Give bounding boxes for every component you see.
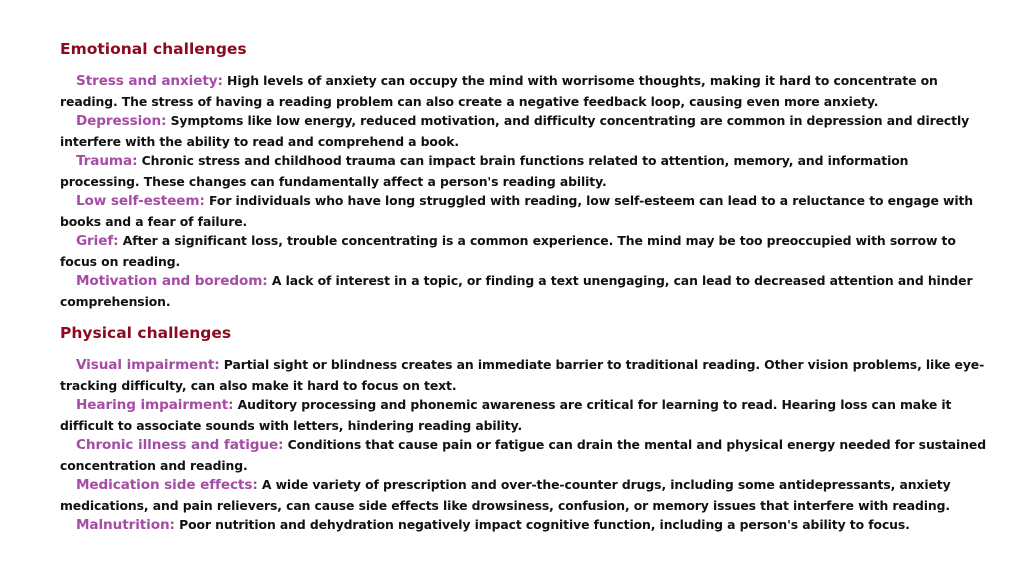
item-text: Conditions that cause pain or fatigue can drain the mental and physical energy needed for sustained concentration and reading. bbox=[60, 437, 986, 473]
item-text: Partial sight or blindness creates an immediate barrier to traditional reading. Other vision problems, like eye-tracking difficulty, can also make it hard to focus on text. bbox=[60, 357, 985, 393]
list-item bbox=[60, 355, 990, 395]
section-heading: Emotional challenges bbox=[60, 40, 247, 58]
item-text: Auditory processing and phonemic awareness are critical for learning to read. Hearing loss can make it difficult to associate sounds with letters, hindering reading ability. bbox=[60, 397, 952, 433]
list-item bbox=[60, 111, 990, 151]
item-term: Visual impairment: bbox=[76, 357, 220, 373]
item-text: High levels of anxiety can occupy the mind with worrisome thoughts, making it hard to concentrate on reading. The stress of having a reading problem can also create a negative feedback loop, causing even more anxiety. bbox=[60, 73, 938, 109]
list-item bbox=[60, 151, 990, 191]
list-item bbox=[60, 231, 990, 271]
list-item bbox=[60, 515, 990, 536]
item-text: Chronic stress and childhood trauma can impact brain functions related to attention, memory, and information processing. These changes can fundamentally affect a person's reading ability. bbox=[60, 153, 909, 189]
document-body bbox=[60, 38, 990, 536]
item-text: A wide variety of prescription and over-the-counter drugs, including some antidepressants, anxiety medications, and pain relievers, can cause side effects like drowsiness, confusion, or memory issues that interfere with reading. bbox=[60, 477, 951, 513]
item-term: Medication side effects: bbox=[76, 477, 258, 493]
item-term: Chronic illness and fatigue: bbox=[76, 437, 284, 453]
section-heading: Physical challenges bbox=[60, 324, 232, 342]
list-item bbox=[60, 435, 990, 475]
item-text: A lack of interest in a topic, or finding a text unengaging, can lead to decreased attention and hinder comprehension. bbox=[60, 273, 973, 309]
item-term: Depression: bbox=[76, 113, 167, 129]
section-physical-challenges bbox=[60, 322, 990, 536]
item-term: Trauma: bbox=[76, 153, 138, 169]
item-text: For individuals who have long struggled with reading, low self-esteem can lead to a reluctance to engage with books and a fear of failure. bbox=[60, 193, 974, 229]
list-item bbox=[60, 395, 990, 435]
item-text: Symptoms like low energy, reduced motivation, and difficulty concentrating are common in depression and directly interfere with the ability to read and comprehend a book. bbox=[60, 113, 970, 149]
item-term: Hearing impairment: bbox=[76, 397, 234, 413]
list-item bbox=[60, 475, 990, 515]
item-term: Motivation and boredom: bbox=[76, 273, 268, 289]
list-item bbox=[60, 191, 990, 231]
item-term: Grief: bbox=[76, 233, 119, 249]
list-item bbox=[60, 271, 990, 311]
item-term: Stress and anxiety: bbox=[76, 73, 223, 89]
item-term: Low self-esteem: bbox=[76, 193, 205, 209]
section-emotional-challenges bbox=[60, 38, 990, 311]
item-text: After a significant loss, trouble concentrating is a common experience. The mind may be too preoccupied with sorrow to focus on reading. bbox=[60, 233, 956, 269]
list-item bbox=[60, 71, 990, 111]
item-term: Malnutrition: bbox=[76, 517, 175, 533]
item-text: Poor nutrition and dehydration negatively impact cognitive function, including a person's ability to focus. bbox=[174, 517, 910, 532]
